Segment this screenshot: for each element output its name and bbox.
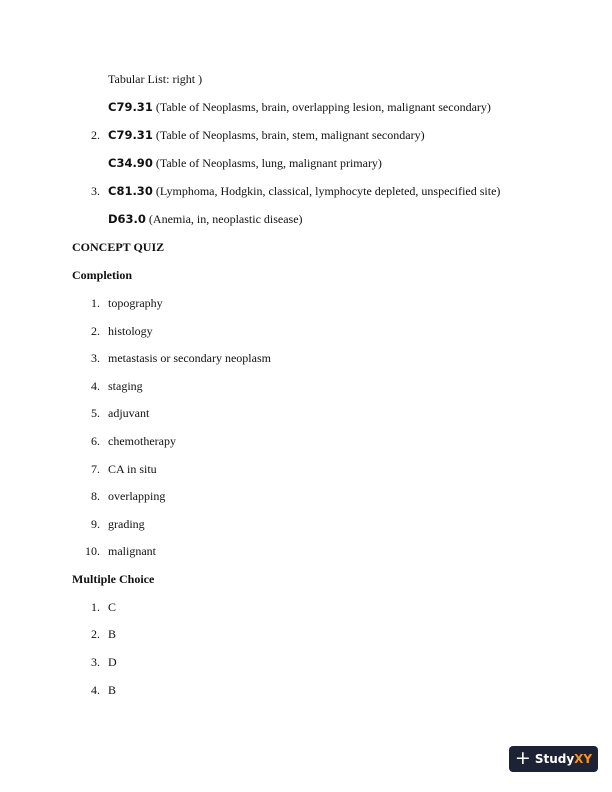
completion-number: 1. [91,296,100,310]
completion-answer: CA in situ [108,462,157,476]
code-d: C81.30 [108,184,153,198]
code-b: C79.31 [108,128,153,142]
completion-answer: staging [108,379,143,393]
mc-number: 4. [91,683,100,697]
tabular-list-note: Tabular List: right ) [108,72,203,86]
completion-number: 4. [91,379,100,393]
completion-answer: topography [108,296,163,310]
code-e-desc: (Anemia, in, neoplastic disease) [148,212,303,226]
mc-answer: B [108,627,117,641]
completion-heading: Completion [72,268,132,282]
mc-number: 2. [91,627,100,641]
studyxy-logo[interactable] [509,746,598,772]
completion-number: 2. [91,324,100,338]
completion-number: 6. [91,434,100,448]
completion-answer: histology [108,324,153,338]
completion-number: 9. [91,517,100,531]
logo-text [535,752,592,766]
completion-answer: grading [108,517,145,531]
completion-answer: chemotherapy [108,434,176,448]
completion-answer: adjuvant [108,406,150,420]
mc-number: 3. [91,655,100,669]
code-line-d [108,184,500,198]
code-c: C34.90 [108,156,153,170]
completion-number: 7. [91,462,100,476]
mc-number: 1. [91,600,100,614]
mc-answer: B [108,683,117,697]
completion-number: 10. [85,544,100,558]
completion-answer: malignant [108,544,156,558]
code-e: D63.0 [108,212,146,226]
code-line-c [108,156,382,170]
code-line-e [108,212,303,226]
code-d-desc: (Lymphoma, Hodgkin, classical, lymphocyte depleted, unspecified site) [155,184,501,198]
code-line-a [108,100,491,114]
code-a-desc: (Table of Neoplasms, brain, overlapping lesion, malignant secondary) [155,100,491,114]
item-number-3: 3. [91,184,100,198]
mc-answer: C [108,600,117,614]
completion-number: 8. [91,489,100,503]
completion-answer: overlapping [108,489,166,503]
code-a: C79.31 [108,100,153,114]
item-number-2: 2. [91,128,100,142]
code-c-desc: (Table of Neoplasms, lung, malignant primary) [155,156,382,170]
code-b-desc: (Table of Neoplasms, brain, stem, malignant secondary) [155,128,425,142]
multiple-choice-heading: Multiple Choice [72,572,155,586]
plus-icon: + [514,746,531,769]
completion-answer: metastasis or secondary neoplasm [108,351,271,365]
completion-number: 5. [91,406,100,420]
concept-quiz-title: CONCEPT QUIZ [72,240,165,254]
completion-number: 3. [91,351,100,365]
logo-study: Study [534,752,575,766]
mc-answer: D [108,655,117,669]
logo-xy: XY [574,752,593,766]
code-line-b [108,128,425,142]
